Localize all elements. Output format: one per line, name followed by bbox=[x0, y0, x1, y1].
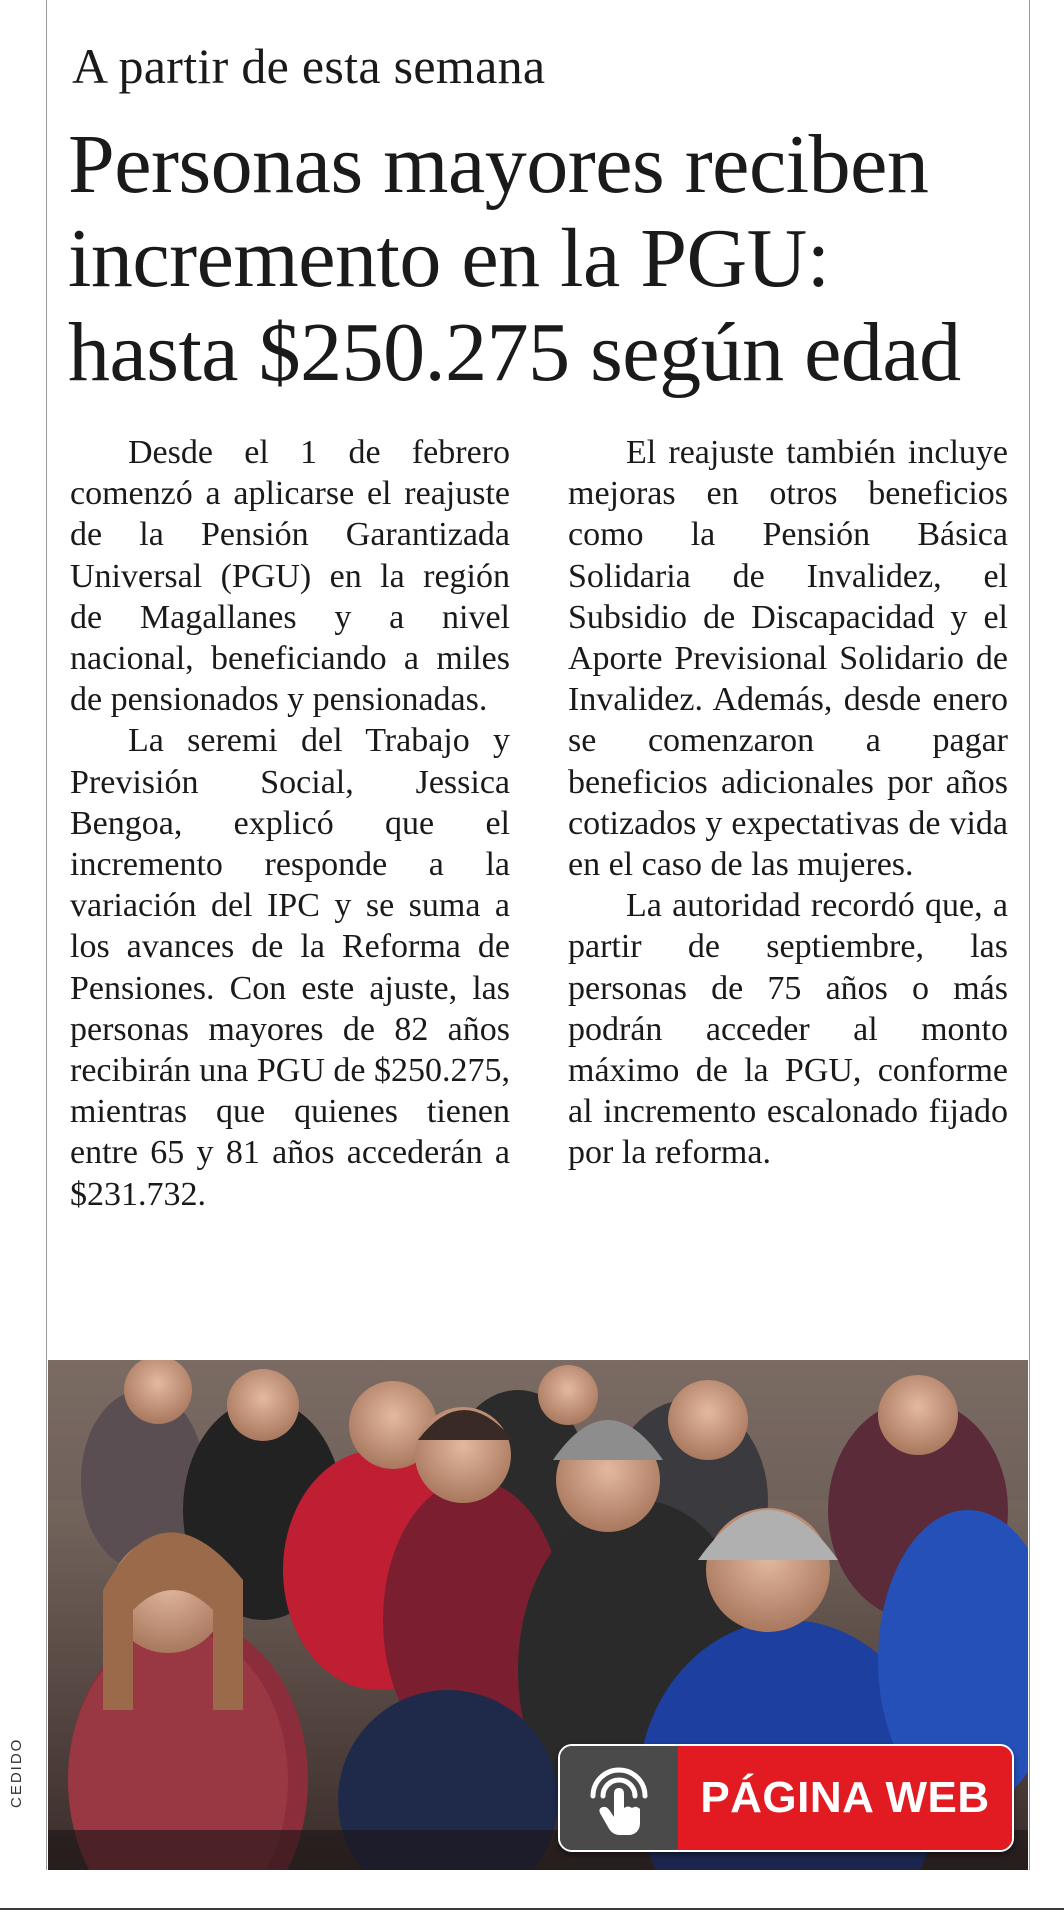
bottom-rule bbox=[0, 1908, 1064, 1910]
cta-icon-box bbox=[560, 1746, 678, 1850]
body-paragraph: La seremi del Trabajo y Previsión Social, Jessica Bengoa, explicó que el incremento responde a la variación del IPC y se suma a los avances de la Reforma de Pensiones. Con este ajuste, las personas mayores de 82 años recibirán una PGU de $250.275, mientras que quienes tienen entre 65 y 81 años accederán a $231.732. bbox=[70, 722, 511, 1213]
body-paragraph: El reajuste también incluye mejoras en otros beneficios como la Pensión Básica Solidaria de Invalidez, el Subsidio de Discapacidad y el Aporte Previsional Solidario de Invalidez. Además, desde enero se comenzaron a pagar beneficios adicionales por años cotizados y expectativas de vida en el caso de las mujeres. bbox=[568, 434, 1008, 884]
headline bbox=[68, 118, 1018, 400]
body-column-right bbox=[568, 432, 1008, 1174]
headline-line: Personas mayores reciben bbox=[68, 118, 929, 211]
headline-line: hasta $250.275 según edad bbox=[68, 306, 961, 399]
body-paragraph: Desde el 1 de febrero comenzó a aplicarse el reajuste de la Pensión Garantizada Universal (PGU) en la región de Magallanes y a nivel nacional, beneficiando a miles de pensionados y pensionadas. bbox=[70, 434, 510, 719]
tap-hand-icon bbox=[579, 1758, 659, 1838]
photo-credit: CEDIDO bbox=[8, 1737, 25, 1808]
cta-label: PÁGINA WEB bbox=[678, 1746, 1012, 1850]
web-page-button[interactable] bbox=[558, 1744, 1014, 1852]
body-paragraph: La autoridad recordó que, a partir de septiembre, las personas de 75 años o más podrán acceder al monto máximo de la PGU, conforme al incremento escalonado fijado por la reforma. bbox=[568, 887, 1008, 1172]
kicker: A partir de esta semana bbox=[72, 38, 546, 94]
headline-line: incremento en la PGU: bbox=[68, 212, 830, 305]
body-column-left bbox=[70, 432, 510, 1215]
